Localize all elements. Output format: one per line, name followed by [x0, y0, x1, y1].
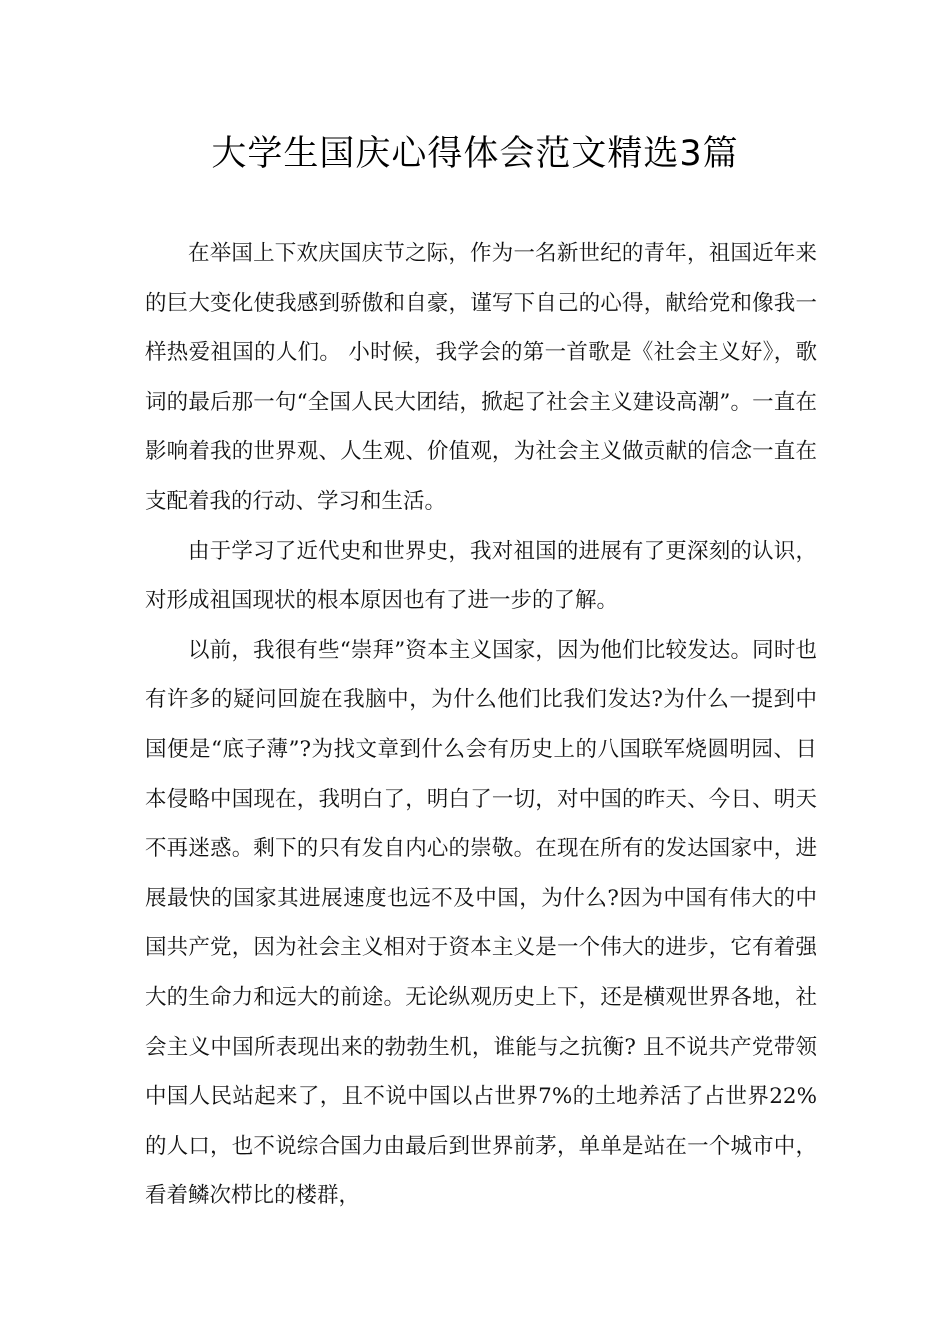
document-body [145, 229, 817, 1221]
paragraph: 在举国上下欢庆国庆节之际，作为一名新世纪的青年，祖国近年来的巨大变化使我感到骄傲和自豪，谨写下自己的心得，献给党和像我一样热爱祖国的人们。 小时候，我学会的第一首歌是《社会主义好》，歌词的最后那一句“全国人民大团结，掀起了社会主义建设高潮”。一直在影响着我的世界观、人生观、价值观，为社会主义做贡献的信念一直在支配着我的行动、学习和生活。 [145, 241, 817, 514]
paragraph: 由于学习了近代史和世界史，我对祖国的进展有了更深刻的认识，对形成祖国现状的根本原因也有了进一步的了解。 [145, 538, 817, 614]
document-title: 大学生国庆心得体会范文精选3篇 [211, 134, 739, 174]
paragraph: 以前，我很有些“崇拜”资本主义国家，因为他们比较发达。同时也有许多的疑问回旋在我脑中，为什么他们比我们发达?为什么一提到中国便是“底子薄”?为找文章到什么会有历史上的八国联军烧圆明园、日本侵略中国现在，我明白了，明白了一切，对中国的昨天、今日、明天不再迷惑。剩下的只有发自内心的崇敬。在现在所有的发达国家中，进展最快的国家其进展速度也远不及中国，为什么?因为中国有伟大的中国共产党，因为社会主义相对于资本主义是一个伟大的进步，它有着强大的生命力和远大的前途。无论纵观历史上下，还是横观世界各地，社会主义中国所表现出来的勃勃生机，谁能与之抗衡? 且不说共产党带领中国人民站起来了，且不说中国以占世界7%的土地养活了占世界22%的人口，也不说综合国力由最后到世界前茅，单单是站在一个城市中，看着鳞次栉比的楼群， [145, 637, 817, 1209]
